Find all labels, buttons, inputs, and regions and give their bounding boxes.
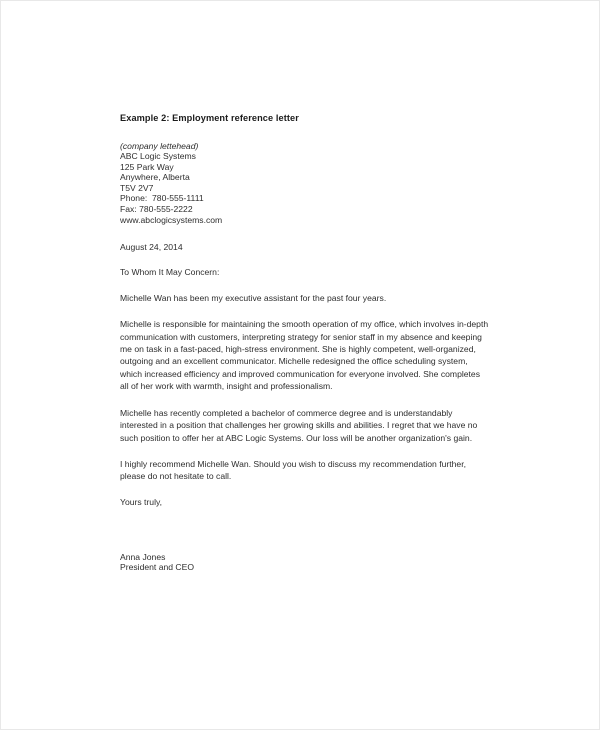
letter-body (120, 113, 490, 573)
signer-block (120, 552, 490, 574)
letter-paragraph-block (120, 458, 490, 483)
company-street: 125 Park Way (120, 161, 174, 172)
letter-salutation: To Whom It May Concern: (120, 267, 220, 278)
letter-closing-block (120, 497, 490, 508)
company-name: ABC Logic Systems (120, 151, 196, 162)
company-phone: Phone: 780-555-1111 (120, 193, 204, 204)
letter-paragraph: Michelle Wan has been my executive assistant for the past four years. (120, 292, 387, 303)
letter-paragraph: I highly recommend Michelle Wan. Should you wish to discuss my recommendation further, please do not hesitate to call. (120, 458, 466, 482)
letter-salutation-block (120, 267, 490, 278)
page-title: Example 2: Employment reference letter (120, 113, 299, 123)
letter-closing: Yours truly, (120, 496, 163, 507)
company-letterhead-block (120, 141, 490, 226)
letter-paragraph: Michelle is responsible for maintaining the smooth operation of my office, which involves in-depth communication with customers, interpreting strategy for senior staff in my absence and keeping me on task in a fast-paced, high-stress environment. She is highly competent, well-organized, outgoing and an excellent communicator. Michelle redesigned the office scheduling system, which increased efficiency and improved communication for everyone involved. She completes all of her work with warmth, insight and professionalism. (120, 319, 489, 392)
letter-paragraph: Michelle has recently completed a bachelor of commerce degree and is understandably interested in a position that challenges her growing skills and abilities. I regret that we have no such position to offer her at ABC Logic Systems. Our loss will be another organization's gain. (120, 407, 478, 443)
letter-paragraph-block (120, 318, 490, 392)
letter-paragraph-block (120, 407, 490, 444)
company-website: www.abclogicsystems.com (120, 214, 223, 225)
letter-date: August 24, 2014 (120, 242, 183, 253)
letter-paragraph-block (120, 292, 490, 304)
company-city-province: Anywhere, Alberta (120, 172, 190, 183)
letterhead-note: (company lettehead) (120, 140, 199, 151)
signer-title: President and CEO (120, 562, 195, 573)
signer-name: Anna Jones (120, 551, 166, 562)
company-postal-code: T5V 2V7 (120, 182, 154, 193)
letter-date-block (120, 242, 490, 253)
signature-space (120, 522, 490, 552)
company-fax: Fax: 780-555-2222 (120, 204, 193, 215)
